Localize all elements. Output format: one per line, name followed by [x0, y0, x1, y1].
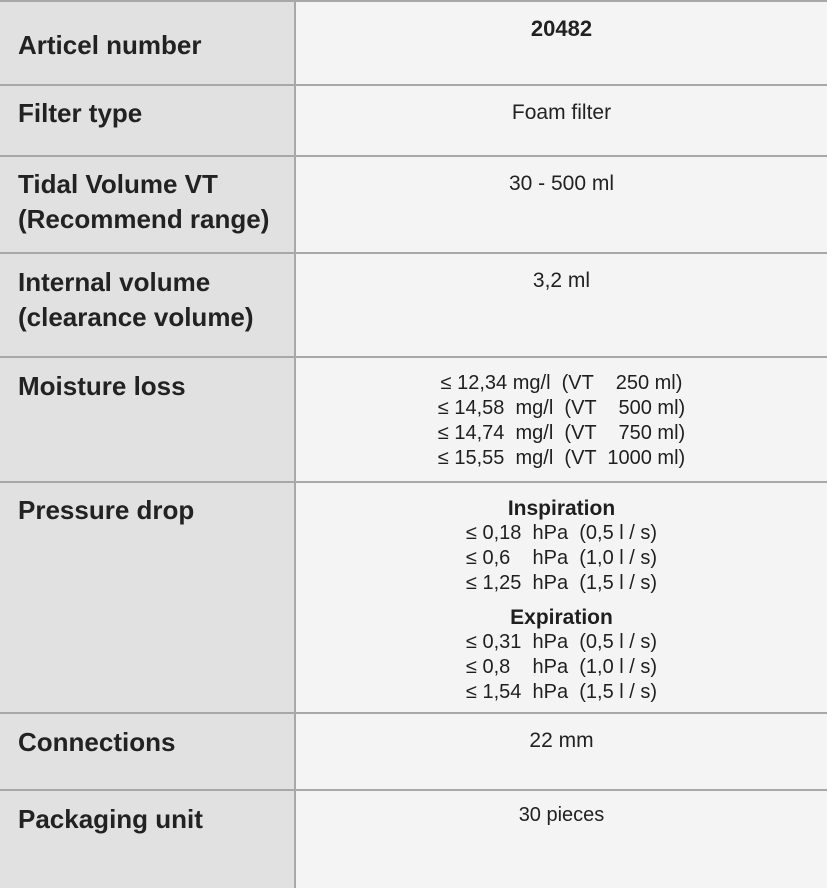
- label-cell: [0, 86, 296, 155]
- label-pressure-drop: Pressure drop: [18, 495, 195, 525]
- label-cell: [0, 2, 296, 84]
- moisture-loss-line: ≤ 15,55 mg/l (VT 1000 ml): [437, 447, 686, 469]
- value-tidal-volume: 30 - 500 ml: [508, 172, 615, 195]
- moisture-loss-line: ≤ 12,34 mg/l (VT 250 ml): [440, 372, 683, 394]
- inspiration-line: ≤ 0,18 hPa (0,5 l / s): [465, 522, 658, 544]
- value-cell: [296, 714, 827, 789]
- expiration-group: [296, 605, 827, 705]
- inspiration-group: [296, 496, 827, 596]
- label-tidal-volume-line2: (Recommend range): [18, 204, 270, 234]
- label-cell: [0, 157, 296, 252]
- row-packaging-unit: [0, 791, 827, 888]
- moisture-loss-list: [296, 371, 827, 471]
- row-article-number: [0, 2, 827, 86]
- row-internal-volume: [0, 254, 827, 358]
- moisture-loss-line: ≤ 14,74 mg/l (VT 750 ml): [437, 422, 686, 444]
- value-connections: 22 mm: [529, 729, 594, 752]
- row-tidal-volume: [0, 157, 827, 254]
- row-connections: [0, 714, 827, 791]
- value-cell: [296, 483, 827, 712]
- moisture-loss-line: ≤ 14,58 mg/l (VT 500 ml): [437, 397, 686, 419]
- value-cell: [296, 358, 827, 481]
- label-cell: [0, 358, 296, 481]
- label-internal-volume-line2: (clearance volume): [18, 302, 254, 332]
- label-packaging-unit: Packaging unit: [18, 804, 203, 834]
- expiration-line: ≤ 0,31 hPa (0,5 l / s): [465, 631, 658, 653]
- label-moisture-loss: Moisture loss: [18, 371, 186, 401]
- label-internal-volume-line1: Internal volume: [18, 267, 211, 297]
- value-cell: [296, 157, 827, 252]
- row-moisture-loss: [0, 358, 827, 483]
- value-article-number: 20482: [530, 16, 593, 41]
- label-cell: [0, 254, 296, 356]
- expiration-line: ≤ 0,8 hPa (1,0 l / s): [465, 656, 658, 678]
- label-filter-type: Filter type: [18, 98, 143, 128]
- value-cell: [296, 254, 827, 356]
- row-pressure-drop: [0, 483, 827, 714]
- value-cell: [296, 86, 827, 155]
- label-cell: [0, 791, 296, 888]
- inspiration-line: ≤ 0,6 hPa (1,0 l / s): [465, 547, 658, 569]
- expiration-heading: Expiration: [510, 606, 613, 629]
- value-filter-type: Foam filter: [511, 101, 612, 124]
- value-cell: [296, 2, 827, 84]
- expiration-line: ≤ 1,54 hPa (1,5 l / s): [465, 681, 658, 703]
- label-cell: [0, 714, 296, 789]
- label-article-number: Articel number: [18, 30, 202, 60]
- inspiration-line: ≤ 1,25 hPa (1,5 l / s): [465, 572, 658, 594]
- label-tidal-volume-line1: Tidal Volume VT: [18, 169, 218, 199]
- label-connections: Connections: [18, 727, 176, 757]
- value-packaging-unit: 30 pieces: [518, 804, 605, 826]
- label-cell: [0, 483, 296, 712]
- value-cell: [296, 791, 827, 888]
- value-internal-volume: 3,2 ml: [532, 269, 591, 292]
- inspiration-heading: Inspiration: [507, 497, 616, 520]
- row-filter-type: [0, 86, 827, 157]
